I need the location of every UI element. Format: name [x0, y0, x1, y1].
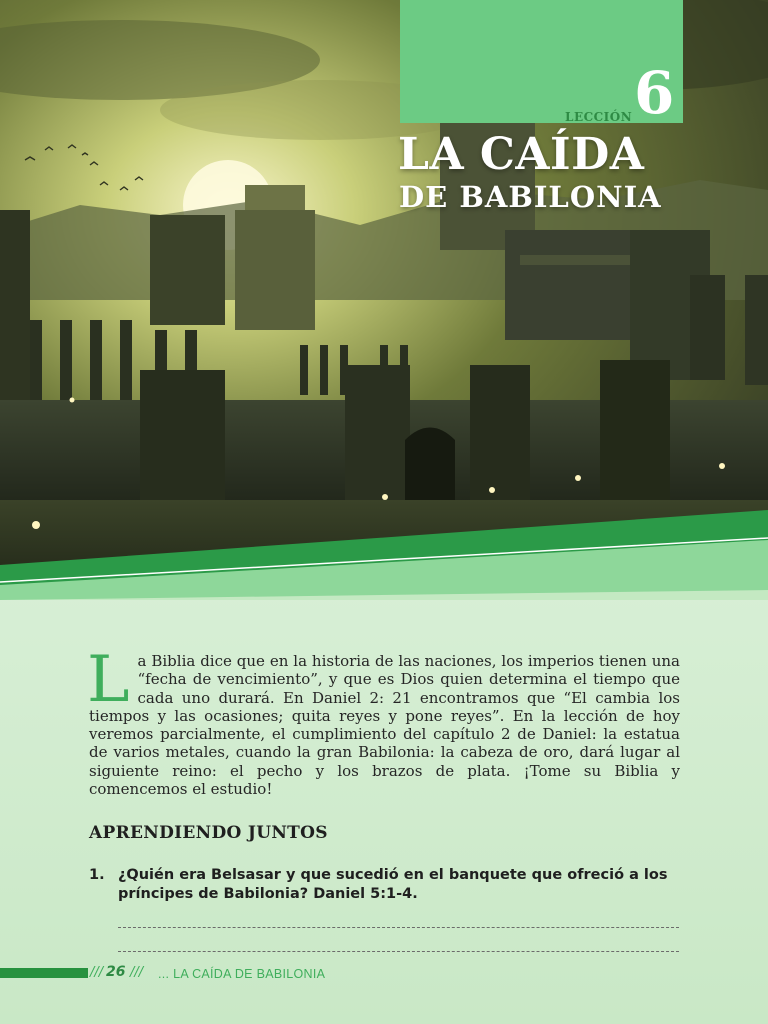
- intro-paragraph: [87, 643, 680, 799]
- question-text: ¿Quién era Belsasar y que sucedió en el banquete que ofreció a los príncipes de Babilonia? Daniel 5:1-4.: [118, 867, 668, 902]
- page-title-line1: LA CAÍDA: [398, 129, 645, 180]
- footer-bar: [0, 968, 88, 978]
- footer-slashes-right: ///: [130, 965, 144, 980]
- footer-page-number: 26: [106, 964, 126, 980]
- dropcap-letter: L: [87, 643, 130, 717]
- page-title-line2: DE BABILONIA: [399, 180, 662, 214]
- answer-line[interactable]: [118, 951, 679, 952]
- footer-running-title: ... LA CAÍDA DE BABILONIA: [158, 967, 326, 981]
- section-heading: APRENDIENDO JUNTOS: [89, 823, 328, 843]
- intro-text: a Biblia dice que en la historia de las naciones, los imperios tienen una “fecha de vencimiento”, y que es Dios quien determina el tiempo que cada uno durará. En Daniel 2: 21 encontramos que “El cambia los tiempos y las ocasiones; quita reyes y pone reyes”. En la lección de hoy veremos parcialmente, el cumplimiento del capítulo 2 de Daniel: la estatua de varios metales, cuando la gran Babilonia: la cabeza de oro, dará lugar al siguiente reino: el pecho y los brazos de plata. ¡Tome su Biblia y comencemos el estudio!: [89, 652, 680, 799]
- footer-slashes-left: ///: [90, 965, 104, 980]
- lesson-number: 6: [634, 59, 675, 127]
- answer-line[interactable]: [118, 927, 679, 928]
- lesson-label: LECCIÓN: [565, 110, 633, 124]
- question-number: 1.: [89, 867, 105, 883]
